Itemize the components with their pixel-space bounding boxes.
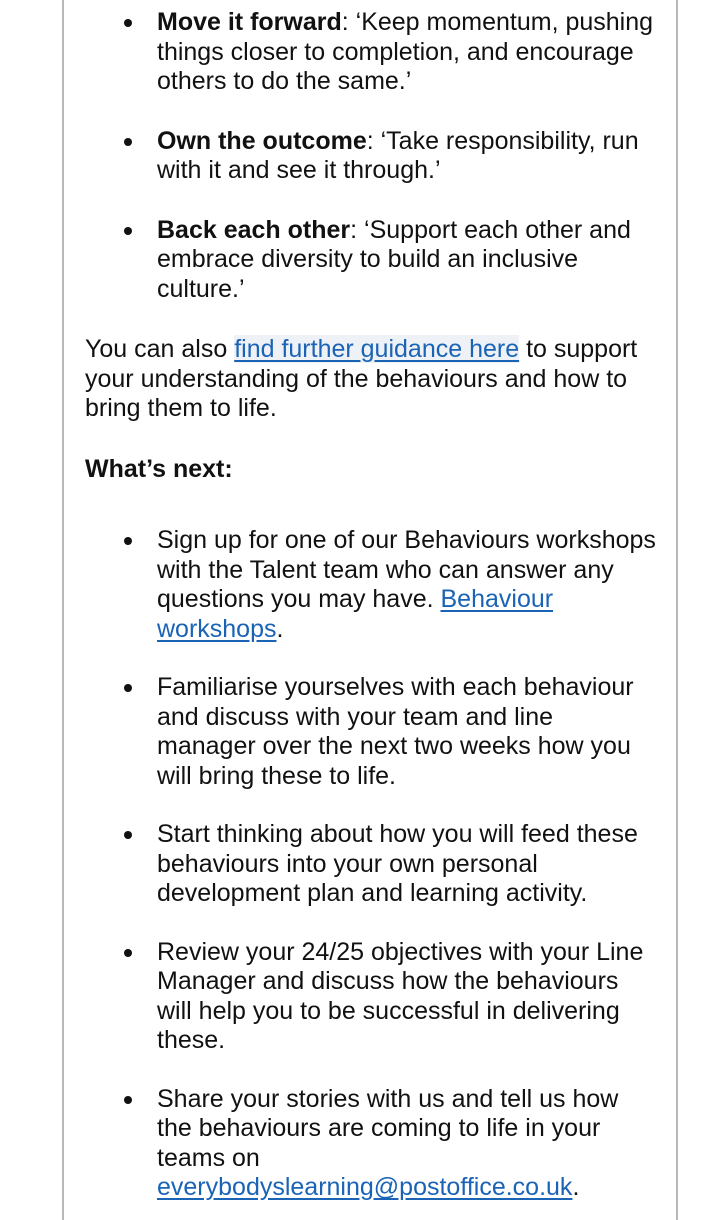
- guidance-text-before: You can also: [85, 335, 235, 363]
- bullet-icon: [124, 537, 132, 545]
- behaviour-description: : ‘Keep momentum, pushing things closer to completion, and encourage others to do the same.’: [157, 8, 654, 95]
- workshops-link[interactable]: Behaviour workshops: [157, 585, 554, 643]
- step-text: Sign up for one of our Behaviours workshops with the Talent team who can answer any questions you may have.: [157, 526, 656, 613]
- behaviour-description: : ‘Take responsibility, run with it and see it through.’: [157, 126, 639, 184]
- behaviour-description: : ‘Support each other and embrace diversity to build an inclusive culture.’: [157, 215, 631, 303]
- bullet-icon: [124, 831, 132, 839]
- list-item: [85, 938, 657, 1056]
- guidance-text-after: to support your understanding of the behaviours and how to bring them to life.: [85, 335, 638, 422]
- bullet-icon: [124, 227, 132, 235]
- step-text: Share your stories with us and tell us how the behaviours are coming to life in your teams on: [157, 1084, 619, 1172]
- list-item: [85, 1085, 657, 1203]
- email-link[interactable]: everybodyslearning@postoffice.co.uk: [157, 1173, 573, 1201]
- behaviours-list: [85, 8, 665, 304]
- step-text: Start thinking about how you will feed these behaviours into your own personal development plan and learning activity.: [157, 820, 638, 907]
- behaviour-name: Own the outcome: [157, 126, 367, 155]
- list-item: [85, 673, 657, 791]
- bullet-icon: [124, 684, 132, 692]
- list-item: [85, 820, 657, 909]
- guidance-link[interactable]: find further guidance here: [234, 335, 520, 363]
- bullet-icon: [124, 949, 132, 957]
- step-punctuation: .: [572, 1173, 580, 1201]
- list-item: [85, 127, 657, 186]
- step-text: Familiarise yourselves with each behaviour and discuss with your team and line manager over the next two weeks how you will bring these to life.: [157, 673, 634, 790]
- list-item: [85, 216, 657, 305]
- bullet-icon: [124, 1096, 132, 1104]
- bullet-icon: [124, 138, 132, 146]
- step-punctuation: .: [276, 614, 284, 643]
- behaviour-name: Back each other: [157, 215, 351, 244]
- behaviour-name: Move it forward: [157, 8, 342, 36]
- next-steps-list: [85, 526, 665, 1203]
- bullet-icon: [124, 19, 132, 27]
- guidance-paragraph: [85, 335, 645, 424]
- list-item: [85, 526, 657, 644]
- step-text: Review your 24/25 objectives with your Line Manager and discuss how the behaviours will help you to be successful in delivering these.: [157, 937, 644, 1054]
- email-content: [85, 0, 665, 1203]
- list-item: [85, 8, 657, 97]
- whats-next-heading: What’s next:: [85, 454, 233, 483]
